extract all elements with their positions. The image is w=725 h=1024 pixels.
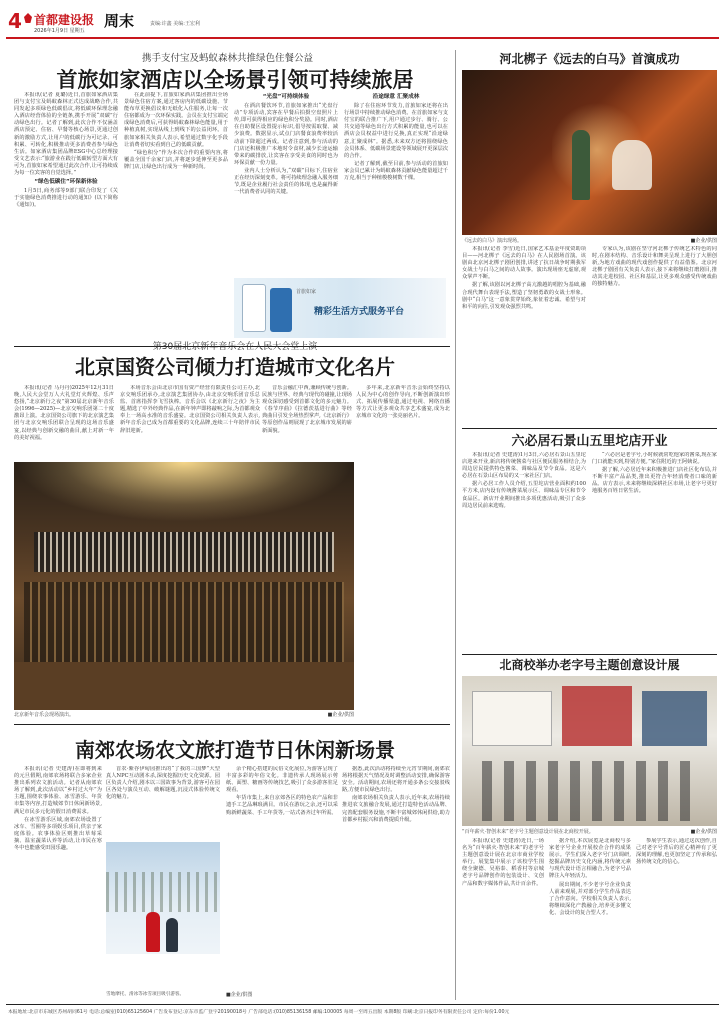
- a1-col3: [234, 92, 338, 272]
- a6-para: 南郊农场相关负责人表示,近年来,农场持续推进农文旅融合发展,通过打造特色活动品牌、完善配套服务设施,不断丰富城郊休闲供给,助力首都乡村振兴和消费提质升级。: [342, 795, 450, 823]
- a1-para: 本报讯(记者 夏璐)近日,首旅如家酒店集团与支付宝及蚂蚁森林正式达成战略合作,共同发起多项绿色低碳倡议,将低碳环保理念融入酒店经营体验的全链条,携手开展“双碳”行动绿色出行。记者了解到,此次合作不仅涵盖酒店预定、住宿、早餐等核心场景,更通过创新的激励方式,让用户的低碳行为可记录、可积累、可转化,积极推动更多消费者参与绿色生活。如家酒店集团品牌ESG中心总经理接受文艺表示:“旅游业在践行低碳转型方面大有可为,首旅如家希望通过此次合作,让可持续成为每一位宾客的自觉选择。”: [14, 92, 118, 177]
- a1-subhead: “绿色低碳住”环保新体验: [34, 179, 98, 186]
- concert-credit: ■企业/供图: [327, 712, 354, 718]
- concert-caption: 北京新年音乐会现场演出。: [14, 712, 75, 718]
- a6-col4: [342, 766, 450, 996]
- a1-title: 首旅如家酒店以全场景引领可持续旅居: [56, 68, 414, 92]
- a6-para: 首农·紫谷伊甸园推出的“了我的三国梦”大型真人NPC互动剧本杀,深度挖掘历史文化资源。园区负责人介绍,剧本以三国故事为背景,游客可在园区各处与演员互动、破解谜题,沉浸式体验传统文化的魅力。: [106, 766, 220, 801]
- a3-col1: [462, 246, 586, 422]
- stage-floor: [14, 662, 354, 710]
- a4-para: “六必居是老字号,小时候就常吃他家的酱菜,现在家门口就能买到,特别方便。”家住附近的王阿姨说。: [592, 452, 717, 466]
- visitors: [482, 761, 702, 821]
- display-board: [472, 691, 552, 746]
- a5-para: 展出期间,不少老字号企业负责人前来观展,并对部分学生作品表达了合作意向。学校相关负责人表示,将继续深化产教融合,培养更多懂文化、会设计的复合型人才。: [549, 881, 631, 916]
- footer-rule: [6, 1004, 719, 1005]
- visitor-red: [146, 912, 160, 952]
- a6-title: 南郊农场农文旅打造节日休闲新场景: [75, 738, 395, 762]
- a1-col2: [124, 92, 228, 342]
- a3-para: 据了解,该剧以河北梆子高亢激越的唱腔为基础,融合现代舞台表现手法,塑造了坚韧勇敢的女战士形象。剧中“白马”这一意象贯穿始终,象征着忠诚、希望与对和平的向往,引发观众强烈共鸣。: [462, 282, 586, 310]
- ad-image: [234, 278, 446, 338]
- snow-caption: 雪地摩托、滑冰等冰雪项目吸引游客。: [106, 992, 185, 997]
- a2-title: 北京国资公司倾力打造城市文化名片: [75, 355, 395, 379]
- a4-col1: [462, 452, 586, 650]
- a2-para: 多年来,北京新年音乐会始终坚持以人民为中心的创作导向,不断创新演出形式、拓展传播渠道,通过电视、网络直播等方式让更多观众共享艺术盛宴,成为北京城市文化的一张亮丽名片。: [356, 385, 450, 420]
- visitor-dark: [166, 918, 178, 952]
- a1-kicker: 携手支付宝及蚂蚁森林共推绿色住餐公益: [141, 53, 313, 64]
- snow-photo: [106, 842, 220, 990]
- ad-text: 精彩生活方式服务平台: [314, 307, 405, 317]
- stage-lights: [14, 462, 354, 522]
- a6-para: 本报讯(记者 史建涛)在即将到来的元旦假期,南郊农场将联合多家企业推出系列农文旅活动。记者从南郊农场了解到,此次活动以“乡村过大年”为主题,围绕农事体验、冰雪游乐、年货市集等内容,打造城郊节日休闲新场景,满足市民多元化的假日消费需求。: [14, 766, 102, 815]
- a4-para: 据六必居工作人员介绍,五里坨店营业面积约100平方米,店内设有传统酱菜展示区、调味品专区和节令食品区。新店开业期间推出多项优惠活动,吸引了众多周边居民前来选购。: [462, 481, 586, 509]
- a1-para: 记者了解到,截至目前,参与活动的首旅如家会员已累计为蚂蚁森林贡献绿色能量超过千万克,相当于种植梭梭树数千棵。: [344, 160, 448, 182]
- a1-para: 在酒店餐饮环节,首旅如家推出“光盘行动”专项活动,宾客在早餐后拍摄空盘照片上传,即可获得相应的绿色积分奖励。同时,酒店在自助餐区设置提示标识,倡导按需取餐、减少浪费。数据显示,试点门店餐食浪费率较活动前下降超过两成。记者注意到,参与活动的门店还积极推广本地时令食材,减少长途运输带来的碳排放,让宾客在享受美食的同时也为环保贡献一份力量。: [234, 103, 338, 166]
- a5-para: 参展学生表示,通过这次创作,自己对老字号背后的匠心精神有了更深刻的理解,也更加坚定了传承和弘扬传统文化的信心。: [636, 838, 717, 866]
- a1-col4: [344, 92, 448, 272]
- a1-para: “绿色积分”作为本次合作的重要内容,将覆盖全国千余家门店,并将逐步延伸至更多品牌门店,让绿色出行成为一种新时尚。: [124, 149, 228, 170]
- snow-credit: ■企业/供图: [226, 992, 253, 998]
- column-divider: [455, 50, 456, 1000]
- a3-para: 本报讯(记者 李雪)近日,国家艺术基金年度资助项目——河北梆子《远去的白马》在人民剧场首演。该剧由北京河北梆子剧团创排,讲述了抗日战争时期我军女战士与白马之间的动人故事。演出现场座无虚席,观众掌声不断。: [462, 246, 586, 281]
- a5-para: 本报讯(记者 史建涛)近日,一场名为“百年薪火·智创未来”的老字号主题创意设计展在北京市商业学校举行。展览集中展示了该校学生围绕全聚德、吴裕泰、稻香村等京城老字号品牌创作的包装设计、文创产品和数字媒体作品,共计百余件。: [462, 838, 544, 887]
- divider: [462, 654, 717, 655]
- a6-para: 余个精心搭建的民俗文化展位,为游客呈现了丰富多彩的年俗文化。非遗传承人现场展示剪纸、面塑、糖画等传统技艺,吸引了众多游客驻足观看。: [226, 766, 338, 794]
- display-board: [562, 686, 632, 746]
- a5-credit: ■企业/供图: [690, 829, 717, 835]
- header-rule: [6, 37, 719, 39]
- a1-subhead: “光盘”可持续体验: [262, 94, 310, 100]
- ad-brand: 首旅如家: [296, 289, 317, 295]
- opera-photo: [462, 70, 717, 235]
- concert-photo: [14, 462, 354, 710]
- a6-col2: [106, 766, 220, 838]
- a1-col1: [14, 92, 118, 362]
- a4-para: 本报讯(记者 史建涛)1月3日,六必居石景山五里坨店迎来开业,新店将传统酱菜与社区便民服务相结合,为周边居民提供特色酱菜、调味品及节令食品。这是六必居在石景山区布局的又一家社区门店。: [462, 452, 586, 480]
- divider: [14, 724, 450, 725]
- divider: [462, 428, 717, 429]
- a1-para: 1月5日,商务部等9部门联合印发了《关于实施绿色消费推进行动的通知》(以下简称《通知》)。: [14, 188, 118, 209]
- snow-ground: [106, 954, 220, 990]
- masthead: [0, 0, 725, 40]
- logo-mark: [24, 13, 32, 23]
- a6-para: 年货市集上,来自京郊各区的特色农产品和非遗手工艺品琳琅满目。市民在游玩之余,还可以采购新鲜蔬菜、手工年货等,一站式备齐过年所需。: [226, 795, 338, 816]
- a2-kicker: 第30届北京新年音乐会在人民大会堂上演: [152, 342, 318, 352]
- a3-col2: [592, 246, 717, 422]
- a1-para: 业内人士分析认为,“双碳”目标下,住宿业正在经历深刻变革。将可持续理念融入服务细节,既是企业履行社会责任的体现,也是赢得新一代消费者认同的关键。: [234, 167, 338, 196]
- a5-photo-caption: “百年薪火·智创未来”老字号主题创意设计展在北商校开展。: [462, 829, 594, 835]
- a1-subhead: 沿途绿意 汇聚成林: [372, 94, 420, 100]
- exhibition-photo: [462, 676, 717, 826]
- a6-para: 在冰雪游乐区域,南郊农场设置了冰车、雪圈等多项娱乐项目,供亲子家庭体验。农事体验区则推出草莓采摘、温室蔬菜认养等活动,让市民在寒冬中也能感受田园乐趣。: [14, 816, 102, 852]
- a5-para: 据介绍,本次展览是北商校与多家老字号企业开展校企合作的成果展示。学生们深入老字号门店调研,挖掘品牌历史文化内涵,将传统元素与现代设计语言相融合,为老字号品牌注入年轻活力。: [549, 838, 631, 880]
- a2-col1: [14, 385, 114, 455]
- a4-col2: [592, 452, 717, 650]
- issue-date: 2026年1月9日 星期五: [34, 28, 85, 34]
- footer-text: 本报地址:北京市东城区苏州胡同61号 电话:总编室(010)65125604 广告发布登记:京东市监广登字20190018号 广告部电话:(010)85136158 邮编:100005 每周一至周五出版 本期8版 印刷:北京日报印务有限责任公司 定价:每份1.00元: [8, 1010, 510, 1015]
- trees: [106, 872, 220, 912]
- editors: 责编:许鑫 美编:王宏利: [150, 21, 200, 27]
- a1-para: 在此前提下,首旅如家酒店集团推出全场景绿色住宿方案,通过客房内的低碳设施、节能布草更换倡议和无纸化入住服务,让每一次住宿都成为一次环保实践。会员在支付宝端完成绿色消费后,可获得蚂蚁森林绿色能量,用于种植真树,实现从线上到线下的公益闭环。首旅如家相关负责人表示,希望通过数字化手段让消费者切实看到自己的低碳贡献。: [124, 92, 228, 148]
- a6-para: 据悉,此次活动将持续至元宵节期间,南郊农场将根据天气情况及时调整活动安排,确保游客安全。活动期间,农场还将开通多条公交接驳线路,方便市民绿色出行。: [342, 766, 450, 794]
- page-number: 4: [8, 9, 22, 33]
- a3-photo-caption: 《远去的白马》演出现场。: [462, 238, 523, 244]
- a6-col3: [226, 766, 338, 996]
- a3-para: 专家认为,该剧在坚守河北梆子传统艺术特色的同时,在剧本结构、音乐设计和舞美呈现上进行了大胆创新,为地方戏曲的现代戏创作提供了有益借鉴。北京河北梆子剧团有关负责人表示,接下来将继续打磨剧目,推动其走进校园、社区和基层,让更多观众感受传统戏曲的独特魅力。: [592, 246, 717, 288]
- a2-para: 本报讯(记者 马丹丹)2025年12月31日晚,人民大会堂万人大礼堂灯火辉煌、乐声悠扬,“北京新行之夜”第30届北京新年音乐会(1996—2025)—北京交响乐团第二十度激昂上演。北京国资公司旗下的北京演艺集团与北京交响乐团联合呈现的这场音乐盛宴,以经典与创新交融的曲目,献上对新一年的美好祝福。: [14, 385, 114, 441]
- a5-col1: [462, 838, 544, 993]
- choir: [34, 532, 334, 572]
- a5-col3: [636, 838, 717, 993]
- a3-credit: ■企业/供图: [690, 238, 717, 244]
- a2-col2: [120, 385, 260, 455]
- a5-col2: [549, 838, 631, 993]
- display-board: [642, 691, 707, 746]
- section-title: 周末: [104, 12, 135, 30]
- orchestra: [24, 582, 344, 662]
- a3-title: 河北梆子《远去的白马》首演成功: [499, 52, 680, 66]
- ad-phone-left: [242, 284, 266, 332]
- white-horse: [612, 140, 652, 190]
- a4-para: 据了解,六必居近年来积极推进门店社区化布局,并不断丰富产品品类,推出更符合年轻消费者口味的新品。店方表示,未来将继续深耕社区市场,让老字号更好地服务百姓日常生活。: [592, 467, 717, 495]
- a6-col1: [14, 766, 102, 996]
- a1-para: 除了在住宿环节发力,首旅如家还将在出行场景中持续推动绿色消费。在首旅如家与支付宝的联合推广下,用户通过步行、骑行、公共交通等绿色出行方式积累的能量,也可以在酒店会员权益中进行兑换,真正实现“沿途绿意,汇聚成林”。据悉,未来双方还将围绕绿色会员体系、低碳场景建设等领域展开更深层次的合作。: [344, 103, 448, 159]
- performer: [572, 130, 590, 200]
- a4-title: 六必居石景山五里坨店开业: [511, 434, 668, 449]
- ad-phone-right: [270, 288, 292, 332]
- a5-title: 北商校举办老字号主题创意设计展: [499, 658, 680, 672]
- paper-logo: 首都建设报: [34, 13, 95, 27]
- a2-col4: [356, 385, 450, 720]
- a2-para: 音乐会融汇中西,兼顾传统与创新。民族与世界、经典与现代的碰撞,让现场观众深切感受到首都文化的多元魅力。《春节序曲》《拉德茨基进行曲》等经典曲目引发全场热烈掌声,《北京新行》等原创作品则展现了北京城市发展的崭新面貌。: [262, 385, 352, 434]
- a2-para: 本场音乐会由北京市国有资产经营有限责任公司主办,北京交响乐团承办,北京演艺集团协办,由北京交响乐团音乐总监、首席指挥李飞雪执棒。音乐会以《北京新行之夜》为主题,精选了中外经典作品,在新年钟声即将敲响之际,为首都观众奉上一场高水准的音乐盛宴。北京国资公司相关负责人表示,新年音乐会已成为首都重要的文化品牌,连续三十年陪伴市民辞旧迎新。: [120, 385, 260, 434]
- a2-col3: [262, 385, 352, 455]
